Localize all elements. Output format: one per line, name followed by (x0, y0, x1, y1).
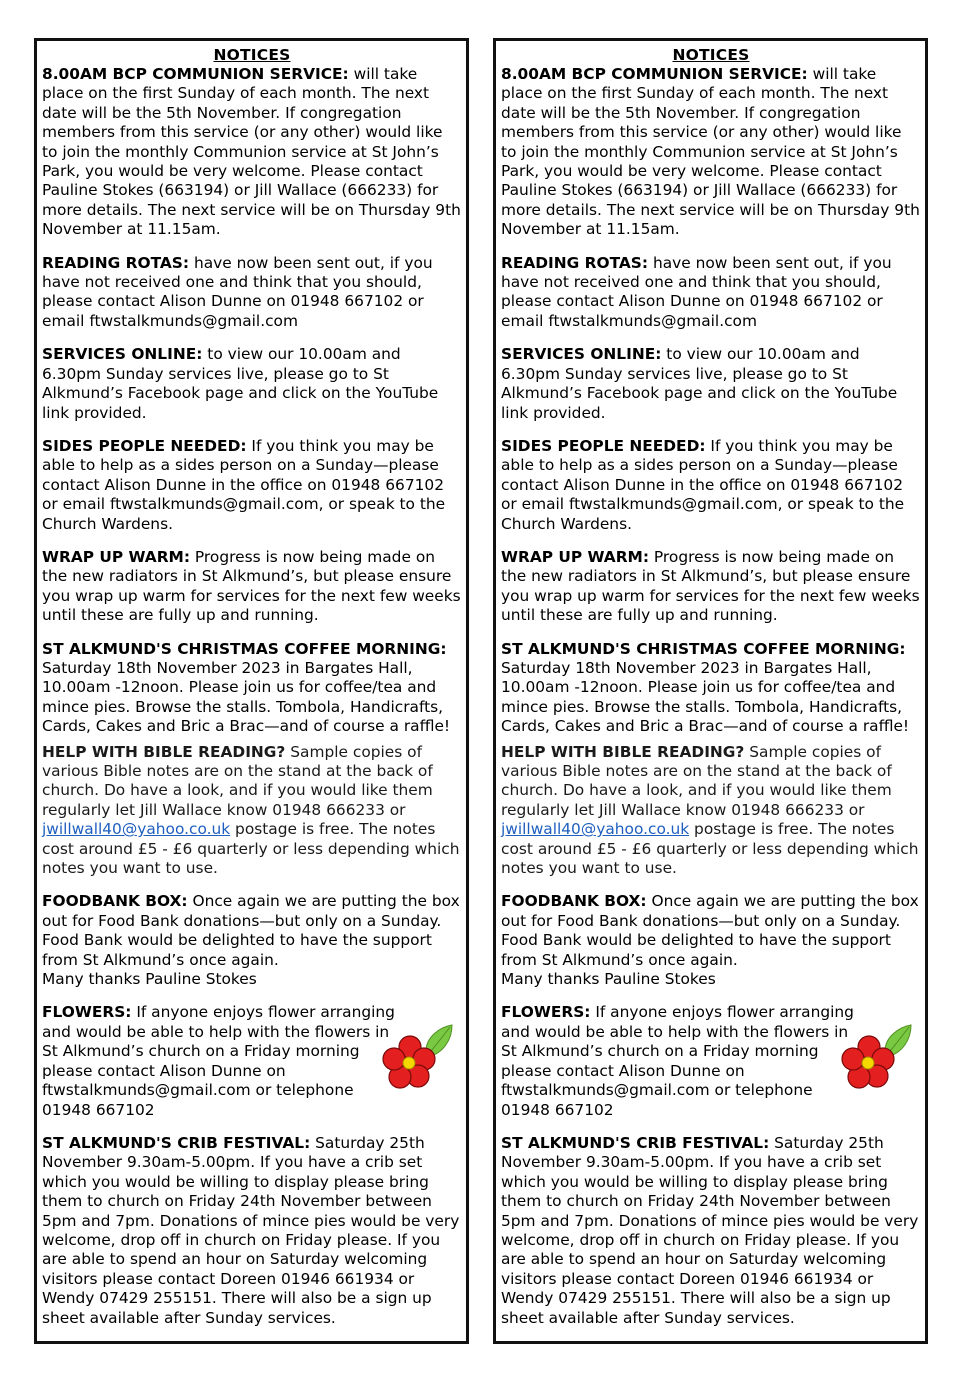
notice-title: ST ALKMUND'S CHRISTMAS COFFEE MORNING: (42, 639, 447, 658)
notice-title: SERVICES ONLINE: (42, 345, 203, 364)
notice-title: WRAP UP WARM: (501, 547, 650, 566)
notice-sides-people (501, 437, 921, 534)
notice-bible-reading (42, 743, 462, 879)
email-link[interactable]: jwillwall40@yahoo.co.uk (42, 820, 231, 839)
notice-title: FOODBANK BOX: (42, 892, 188, 911)
notice-signature: Many thanks Pauline Stokes (501, 970, 716, 989)
notice-body: Saturday 18th November 2023 in Bargates Hall, 10.00am -12noon. Please join us for coffee/tea and mince pies. Browse the stalls. Tombola, Handicrafts, Cards, Cakes and Bric a Brac—and of course a raffle! (501, 658, 910, 736)
notices-panel-right (493, 38, 928, 1344)
notice-coffee-morning (501, 640, 921, 737)
notice-bcp-communion (501, 65, 921, 240)
notice-wrap-up-warm (42, 548, 462, 626)
notice-wrap-up-warm (501, 548, 921, 626)
notice-body: Sample copies of various Bible notes are on the stand at the back of church. Do have a look, and if you would like them regularly let Jill Wallace know 01948 666233 or (501, 742, 892, 819)
notice-title: FLOWERS: (42, 1003, 132, 1022)
notices-heading: NOTICES (213, 46, 291, 64)
notice-coffee-morning (42, 640, 462, 737)
notice-foodbank (42, 892, 462, 989)
notice-title: HELP WITH BIBLE READING? (501, 742, 745, 761)
notice-reading-rotas (42, 254, 462, 332)
notice-title: 8.00AM BCP COMMUNION SERVICE: (501, 65, 808, 83)
email-link[interactable]: jwillwall40@yahoo.co.uk (501, 820, 690, 839)
notice-crib-festival (501, 1134, 921, 1328)
notice-body: postage is free. The notes cost around £5 - £6 quarterly or less depending which notes you want to use. (501, 820, 919, 878)
notice-body: will take place on the first Sunday of each month. The next date will be the 5th November. If congregation members from this service (or any other) would like to join the monthly Communion service at St John’s Park, you would be very welcome. Please contact Pauline Stokes (663194) or Jill Wallace (666233) for more details. The next service will be on Thursday 9th November at 11.15am. (42, 65, 461, 239)
notice-body: Once again we are putting the box out for Food Bank donations—but only on a Sunday. Food Bank would be delighted to have the support from St Alkmund’s once again. (501, 892, 919, 969)
notice-body: have now been sent out, if you have not received one and think that you should, please contact Alison Dunne on 01948 667102 or email ftwstalkmunds@gmail.com (501, 253, 892, 330)
notice-body: Saturday 25th November 9.30am-5.00pm. If you have a crib set which you would be willing to display please bring them to church on Friday 24th November between 5pm and 7pm. Donations of mince pies would be very welcome, drop off in church on Friday please. If you are able to spend an hour on Saturday welcoming visitors please contact Doreen 01946 661934 or Wendy 07429 255151. There will also be a sign up sheet available after Sunday services. (501, 1133, 919, 1327)
notice-services-online (501, 345, 921, 423)
notice-title: WRAP UP WARM: (42, 547, 191, 566)
notice-body: to view our 10.00am and 6.30pm Sunday services live, please go to St Alkmund’s Facebook page and click on the YouTube link provided. (501, 345, 898, 422)
notice-body: Saturday 25th November 9.30am-5.00pm. If you have a crib set which you would be willing to display please bring them to church on Friday 24th November between 5pm and 7pm. Donations of mince pies would be very welcome, drop off in church on Friday please. If you are able to spend an hour on Saturday welcoming visitors please contact Doreen 01946 661934 or Wendy 07429 255151. There will also be a sign up sheet available after Sunday services. (42, 1133, 460, 1327)
notice-title: FLOWERS: (501, 1003, 591, 1022)
notice-title: FOODBANK BOX: (501, 892, 647, 911)
notice-foodbank (501, 892, 921, 989)
red-flower-icon (841, 1021, 913, 1093)
notice-services-online (42, 345, 462, 423)
notice-body: Saturday 18th November 2023 in Bargates Hall, 10.00am -12noon. Please join us for coffee/tea and mince pies. Browse the stalls. Tombola, Handicrafts, Cards, Cakes and Bric a Brac—and of course a raffle! (42, 658, 451, 736)
flowers-section (501, 1003, 921, 1119)
notice-body: have now been sent out, if you have not received one and think that you should, please contact Alison Dunne on 01948 667102 or email ftwstalkmunds@gmail.com (42, 253, 433, 330)
notice-sides-people (42, 437, 462, 534)
notices-panel-left (34, 38, 469, 1344)
notice-title: READING ROTAS: (42, 253, 190, 272)
notice-body: postage is free. The notes cost around £5 - £6 quarterly or less depending which notes you want to use. (42, 820, 460, 878)
notice-title: ST ALKMUND'S CRIB FESTIVAL: (42, 1133, 311, 1152)
notice-body: If anyone enjoys flower arranging and would be able to help with the flowers in St Alkmund’s church on a Friday morning please contact Alison Dunne on ftwstalkmunds@gmail.com or telephone 01948 667102 (501, 1003, 854, 1119)
notice-crib-festival (42, 1134, 462, 1328)
notice-flowers (501, 1003, 861, 1119)
flowers-section (42, 1003, 462, 1119)
red-flower-icon (382, 1021, 454, 1093)
notice-body: will take place on the first Sunday of each month. The next date will be the 5th November. If congregation members from this service (or any other) would like to join the monthly Communion service at St John’s Park, you would be very welcome. Please contact Pauline Stokes (663194) or Jill Wallace (666233) for more details. The next service will be on Thursday 9th November at 11.15am. (501, 65, 920, 239)
notice-body: If you think you may be able to help as a sides person on a Sunday—please contact Alison Dunne in the office on 01948 667102 or email ftwstalkmunds@gmail.com, or speak to the Church Wardens. (42, 436, 446, 533)
notice-body: If you think you may be able to help as a sides person on a Sunday—please contact Alison Dunne in the office on 01948 667102 or email ftwstalkmunds@gmail.com, or speak to the Church Wardens. (501, 436, 905, 533)
notice-reading-rotas (501, 254, 921, 332)
notice-title: SIDES PEOPLE NEEDED: (42, 436, 247, 455)
notice-bcp-communion (42, 65, 462, 240)
notice-body: Progress is now being made on the new radiators in St Alkmund’s, but please ensure you wrap up warm for services for the next few weeks until these are fully up and running. (501, 547, 920, 625)
notice-signature: Many thanks Pauline Stokes (42, 970, 257, 989)
notice-body: Once again we are putting the box out for Food Bank donations—but only on a Sunday. Food Bank would be delighted to have the support from St Alkmund’s once again. (42, 892, 460, 969)
notice-body: to view our 10.00am and 6.30pm Sunday services live, please go to St Alkmund’s Facebook page and click on the YouTube link provided. (42, 345, 439, 422)
notices-heading: NOTICES (672, 46, 750, 64)
notice-title: SERVICES ONLINE: (501, 345, 662, 364)
notice-bible-reading (501, 743, 921, 879)
notice-title: HELP WITH BIBLE READING? (42, 742, 286, 761)
notice-body: Sample copies of various Bible notes are on the stand at the back of church. Do have a look, and if you would like them regularly let Jill Wallace know 01948 666233 or (42, 742, 433, 819)
notice-title: 8.00AM BCP COMMUNION SERVICE: (42, 65, 349, 83)
notice-title: ST ALKMUND'S CHRISTMAS COFFEE MORNING: (501, 639, 906, 658)
notice-title: ST ALKMUND'S CRIB FESTIVAL: (501, 1133, 770, 1152)
notice-title: SIDES PEOPLE NEEDED: (501, 436, 706, 455)
notice-title: READING ROTAS: (501, 253, 649, 272)
notice-body: If anyone enjoys flower arranging and would be able to help with the flowers in St Alkmund’s church on a Friday morning please contact Alison Dunne on ftwstalkmunds@gmail.com or telephone 01948 667102 (42, 1003, 395, 1119)
notice-body: Progress is now being made on the new radiators in St Alkmund’s, but please ensure you wrap up warm for services for the next few weeks until these are fully up and running. (42, 547, 461, 625)
notice-flowers (42, 1003, 402, 1119)
